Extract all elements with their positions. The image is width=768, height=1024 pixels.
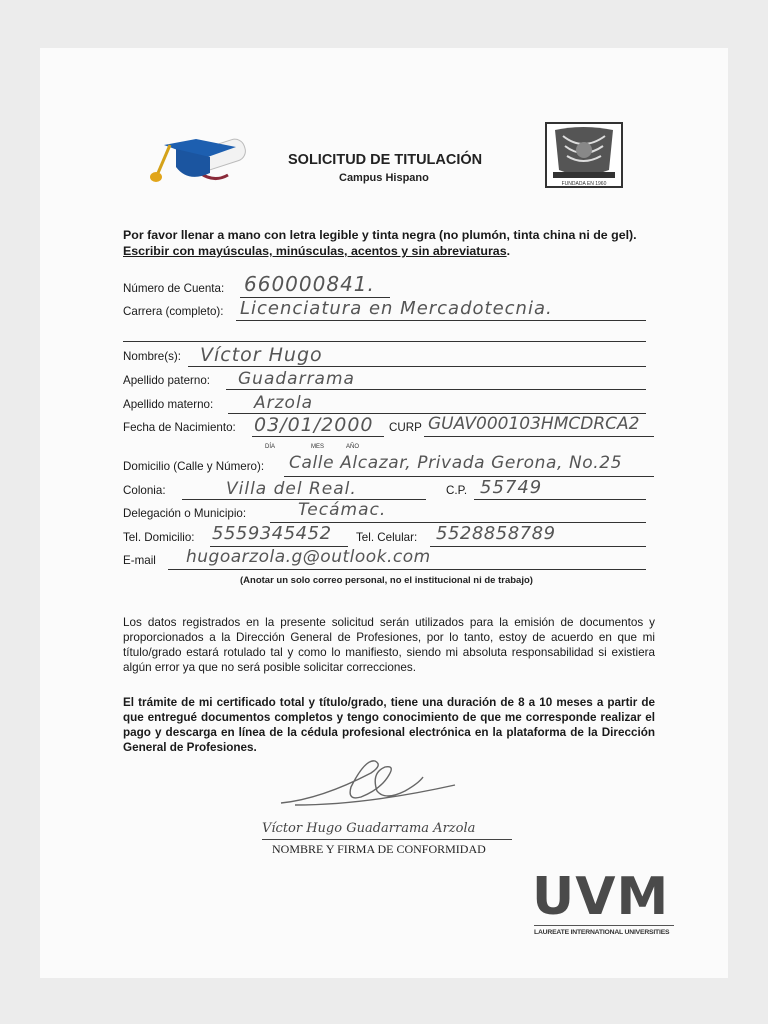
label-nacimiento: Fecha de Nacimiento:: [123, 421, 236, 434]
value-cp: 55749: [480, 477, 543, 498]
graduation-cap-icon: [140, 115, 250, 195]
seal-text: FUNDADA EN 1960: [561, 181, 607, 187]
value-delegacion: Tecámac.: [298, 500, 387, 520]
signature-name: Víctor Hugo Guadarrama Arzola: [262, 821, 476, 836]
value-carrera: Licenciatura en Mercadotecnia.: [240, 298, 553, 319]
label-domicilio: Domicilio (Calle y Número):: [123, 460, 265, 473]
value-cuenta: 660000841.: [244, 272, 375, 296]
process-paragraph: El trámite de mi certificado total y título/grado, tiene una duración de 8 a 10 meses a partir de que entregué documentos completos y tengo conocimiento de que me corresponde realizar el pago y descarga en línea de la cédula profesional electrónica en la plataforma de la Dirección General de Profesiones.: [123, 696, 655, 754]
label-dia: DÍA: [265, 444, 276, 450]
label-delegacion: Delegación o Municipio:: [123, 507, 247, 520]
value-colonia: Villa del Real.: [226, 479, 357, 499]
label-anio: AÑO: [346, 444, 360, 450]
label-carrera: Carrera (completo):: [123, 305, 224, 318]
label-email: E-mail: [123, 554, 156, 567]
instructions-text: Por favor llenar a mano con letra legible y tinta negra (no plumón, tinta china ni de gel).: [123, 228, 637, 242]
value-email: hugoarzola.g@outlook.com: [186, 547, 431, 567]
label-cuenta: Número de Cuenta:: [123, 282, 225, 295]
privacy-paragraph: Los datos registrados en la presente solicitud serán utilizados para la emisión de documentos y proporcionados a la Dirección General de Profesiones, por lo tanto, estoy de acuerdo en que mi título/grado estará rotulado tal y como lo manifiesto, siendo mi absoluta responsabilidad si existiera algún error ya que no será posible solicitar correcciones.: [123, 616, 655, 674]
instructions-end: .: [506, 244, 511, 258]
instructions-underlined: Escribir con mayúsculas, minúsculas, acentos y sin abreviaturas: [123, 244, 507, 258]
form-subtitle: Campus Hispano: [339, 172, 429, 184]
value-curp: GUAV000103HMCDRCA2: [428, 414, 640, 434]
value-nombre: Víctor Hugo: [200, 344, 323, 366]
signature-scribble: [275, 755, 475, 815]
email-note: (Anotar un solo correo personal, no el institucional ni de trabajo): [240, 575, 533, 586]
value-tel-domicilio: 5559345452: [212, 523, 332, 544]
label-tel-celular: Tel. Celular:: [356, 531, 418, 544]
label-paterno: Apellido paterno:: [123, 374, 211, 387]
label-nombre: Nombre(s):: [123, 350, 181, 363]
value-tel-celular: 5528858789: [436, 523, 556, 544]
uvm-logo: UVM: [532, 867, 670, 927]
signature-caption: NOMBRE Y FIRMA DE CONFORMIDAD: [272, 842, 486, 856]
label-colonia: Colonia:: [123, 484, 166, 497]
value-paterno: Guadarrama: [238, 369, 355, 389]
label-cp: C.P.: [446, 484, 468, 497]
value-materno: Arzola: [254, 393, 314, 413]
label-materno: Apellido materno:: [123, 398, 214, 411]
form-title: SOLICITUD DE TITULACIÓN: [288, 152, 483, 168]
instructions: [123, 227, 663, 259]
value-nacimiento: 03/01/2000: [254, 414, 374, 436]
label-mes: MES: [311, 444, 325, 450]
university-seal-icon: [545, 122, 625, 190]
label-curp: CURP: [389, 421, 422, 434]
label-tel-domicilio: Tel. Domicilio:: [123, 531, 195, 544]
uvm-tagline: LAUREATE INTERNATIONAL UNIVERSITIES: [534, 929, 670, 936]
value-domicilio: Calle Alcazar, Privada Gerona, No.25: [289, 453, 623, 473]
